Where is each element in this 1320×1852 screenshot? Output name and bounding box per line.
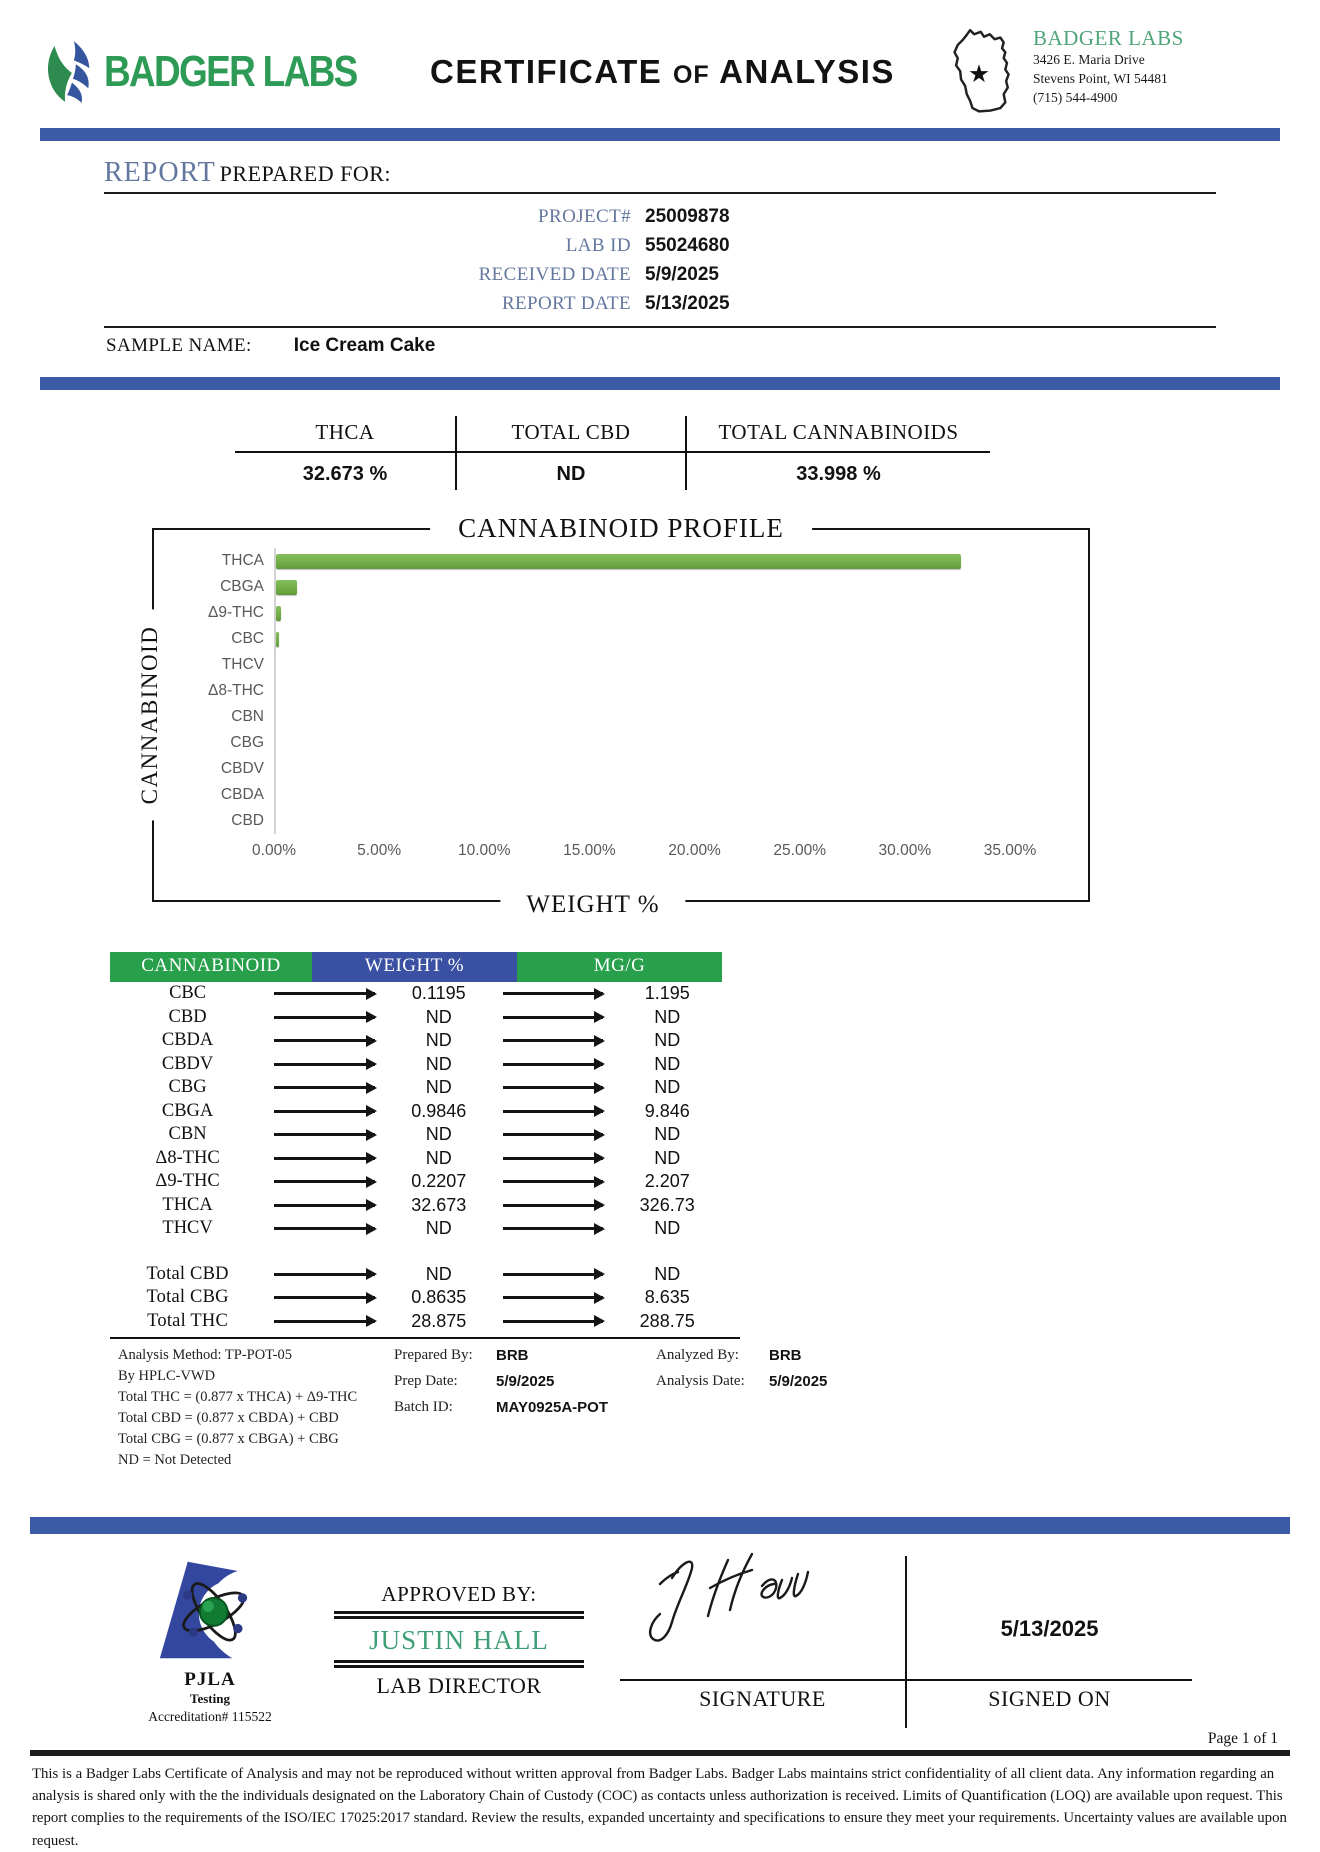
badger-labs-logo (42, 39, 392, 105)
footer-rule (30, 1750, 1290, 1756)
table-row (110, 982, 722, 1006)
footnote-field (656, 1371, 827, 1393)
chart-x-axis-label: WEIGHT % (500, 891, 685, 919)
signature-block (620, 1554, 905, 1712)
chart-category-label: Δ9-THC (208, 604, 264, 621)
arrow-right-icon (503, 1157, 604, 1160)
chart-bar-area (274, 600, 1010, 626)
arrow-right-icon (503, 1180, 604, 1183)
results-table-totals (110, 1263, 722, 1334)
cannabinoid-profile-chart (137, 513, 1090, 918)
chart-bar-area (274, 652, 1010, 678)
arrow-right-icon (503, 1039, 604, 1042)
divider-bar-middle (40, 377, 1280, 390)
report-field-row (104, 202, 1216, 231)
chart-bar (276, 632, 279, 647)
table-row-mgg: ND (654, 1124, 681, 1145)
table-row (110, 1194, 722, 1218)
table-row (110, 1286, 722, 1310)
summary-column-label: TOTAL CBD (457, 416, 685, 453)
summary-column (455, 416, 685, 490)
summary-column (685, 416, 990, 490)
leaf-logo-icon (42, 39, 96, 105)
lab-address-text (1033, 26, 1184, 108)
chart-bar-row (182, 808, 1010, 834)
arrow-right-icon (503, 1273, 604, 1276)
footnote-field-label: Prep Date: (394, 1372, 458, 1389)
footnote-field (656, 1345, 827, 1367)
footnote-field (394, 1397, 656, 1419)
chart-plot-area (182, 548, 1037, 859)
table-row-mgg: ND (654, 1218, 681, 1239)
arrow-right-icon (274, 1086, 375, 1089)
footnotes-middle (394, 1345, 656, 1471)
table-row-mgg: 2.207 (644, 1171, 690, 1192)
lab-address-block (943, 26, 1278, 118)
table-row-name: CBGA (161, 1100, 214, 1121)
results-table-header (110, 952, 722, 982)
footnote-line: Total THC = (0.877 x THCA) + Δ9-THC (118, 1389, 358, 1406)
report-field-row (104, 289, 1216, 318)
footnote-field-value: BRB (496, 1347, 529, 1364)
summary-column-label: THCA (235, 416, 455, 453)
chart-tick-label: 20.00% (668, 842, 721, 859)
chart-category-label: CBG (230, 734, 264, 751)
summary-column-label: TOTAL CANNABINOIDS (687, 416, 990, 453)
table-row (110, 1006, 722, 1030)
chart-bar-row (182, 730, 1010, 756)
table-row-mgg: 1.195 (644, 983, 690, 1004)
chart-bar-area (274, 704, 1010, 730)
footnote-field-label: Analyzed By: (656, 1347, 739, 1363)
table-row (110, 1053, 722, 1077)
chart-bar-area (274, 756, 1010, 782)
report-field-value: 55024680 (645, 235, 730, 256)
pjla-accreditation-block (130, 1558, 290, 1725)
table-row-name: Total CBG (146, 1287, 229, 1308)
arrow-right-icon (274, 1180, 375, 1183)
table-row-mgg: ND (654, 1030, 681, 1051)
arrow-right-icon (274, 1039, 375, 1042)
arrow-right-icon (503, 1110, 604, 1113)
report-field-label: REPORT DATE (501, 293, 631, 314)
summary-table (235, 416, 990, 490)
report-fields (104, 202, 1216, 318)
arrow-right-icon (503, 1227, 604, 1230)
table-row-mgg: 9.846 (644, 1100, 690, 1121)
address-line2: Stevens Point, WI 54481 (1033, 70, 1168, 86)
table-row-weight: ND (425, 1263, 452, 1284)
table-row-mgg: ND (654, 1006, 681, 1027)
arrow-right-icon (274, 992, 375, 995)
footnote-line: Analysis Method: TP-POT-05 (118, 1347, 293, 1363)
footnotes-right (656, 1345, 827, 1471)
signature-icon (620, 1542, 860, 1650)
table-row-weight: ND (425, 1218, 452, 1239)
arrow-right-icon (503, 1016, 604, 1019)
accreditation-number: Accreditation# 115522 (148, 1709, 272, 1725)
summary-column-value: 32.673 % (302, 463, 388, 485)
footnote-field-label: Analysis Date: (656, 1372, 745, 1389)
table-row (110, 1100, 722, 1124)
results-table-endline (110, 1337, 740, 1339)
arrow-right-icon (274, 1227, 375, 1230)
footnotes-section (118, 1345, 1320, 1471)
footnote-field-value: BRB (769, 1347, 802, 1364)
chart-bar-area (274, 548, 1010, 574)
arrow-right-icon (274, 1296, 375, 1299)
report-field-row (104, 260, 1216, 289)
pjla-name: PJLA (184, 1669, 236, 1691)
report-heading-accent: REPORT (104, 157, 216, 188)
table-row-weight: ND (425, 1147, 452, 1168)
table-row-name: CBN (168, 1124, 207, 1145)
svg-text:★: ★ (968, 60, 991, 88)
header-mgg: MG/G (517, 952, 722, 982)
table-row (110, 1263, 722, 1287)
title-part2: ANALYSIS (719, 53, 895, 90)
chart-bar-row (182, 548, 1010, 574)
chart-category-label: CBDV (220, 760, 264, 777)
arrow-right-icon (274, 1157, 375, 1160)
wisconsin-map-icon (943, 26, 1025, 118)
summary-column-value: 33.998 % (796, 463, 881, 485)
summary-column (235, 416, 455, 490)
table-row-name: CBDV (161, 1053, 214, 1074)
table-row-weight: ND (425, 1053, 452, 1074)
footnote-field (394, 1371, 656, 1393)
arrow-right-icon (274, 1204, 375, 1207)
chart-tick-label: 10.00% (457, 842, 511, 859)
title-of: OF (672, 61, 710, 89)
signed-date: 5/13/2025 (1000, 1616, 1099, 1642)
chart-bar-row (182, 652, 1010, 678)
report-field-value: 5/13/2025 (645, 293, 730, 314)
report-heading-rest: PREPARED FOR: (219, 161, 392, 186)
table-row-weight: ND (425, 1124, 452, 1145)
arrow-right-icon (503, 1320, 604, 1323)
table-row-weight: 0.2207 (411, 1171, 467, 1192)
report-info-section (104, 157, 1216, 359)
summary-column-value: ND (556, 463, 586, 485)
arrow-right-icon (503, 1296, 604, 1299)
footnote-field-label: Prepared By: (394, 1347, 473, 1363)
table-row (110, 1310, 722, 1334)
report-field-value: 25009878 (645, 206, 730, 227)
footnote-field (394, 1345, 656, 1367)
table-row-name: Total THC (147, 1310, 228, 1331)
address-line1: 3426 E. Maria Drive (1033, 52, 1145, 67)
chart-tick-label: 15.00% (563, 842, 616, 859)
chart-bar (276, 554, 961, 569)
table-row-weight: ND (425, 1077, 452, 1098)
chart-ticks-row (182, 842, 1037, 862)
table-row-name: CBD (168, 1006, 207, 1027)
chart-bar-area (274, 574, 1010, 600)
table-row-weight: 0.9846 (411, 1100, 467, 1121)
sample-name-value: Ice Cream Cake (293, 335, 436, 356)
table-row-mgg: ND (654, 1147, 681, 1168)
signature-label: SIGNATURE (620, 1679, 905, 1712)
report-field-label: PROJECT# (538, 206, 631, 227)
chart-tick-label: 30.00% (878, 842, 932, 859)
approved-divider-bottom (334, 1660, 584, 1668)
chart-bar-area (274, 626, 1010, 652)
table-row-mgg: 288.75 (639, 1310, 695, 1331)
sample-name-row (104, 328, 1216, 359)
pjla-sub: Testing (190, 1691, 230, 1707)
signed-on-label: SIGNED ON (907, 1679, 1192, 1712)
arrow-right-icon (274, 1016, 375, 1019)
table-row-name: THCA (162, 1194, 213, 1215)
table-row-mgg: ND (654, 1077, 681, 1098)
table-row-weight: 0.8635 (411, 1287, 467, 1308)
table-row (110, 1170, 722, 1194)
arrow-right-icon (274, 1320, 375, 1323)
arrow-right-icon (503, 1133, 604, 1136)
chart-bar (276, 580, 297, 595)
chart-bar-row (182, 678, 1010, 704)
chart-tick-label: 25.00% (773, 842, 826, 859)
footer-disclaimer: This is a Badger Labs Certificate of Analysis and may not be reproduced without written approval from Badger Labs. Badger Labs maintains strict confidentiality of all client data. Any information regarding an analysis is shared only with the the individuals designated on the Laboratory Chain of Custody (COC) as contacts unless authorization is received. Limits of Quantification (LOQ) are available upon request. This report complies to the requirements of the ISO/IEC 17025:2017 standard. Review the results, expanded uncertainty and specifications to ensure they meet your requirements. Uncertainty values are available upon request. (32, 1766, 1287, 1849)
arrow-right-icon (274, 1110, 375, 1113)
chart-category-label: CBC (231, 630, 264, 647)
chart-bar-row (182, 626, 1010, 652)
chart-category-label: CBD (231, 812, 264, 829)
signed-on-block (907, 1554, 1192, 1712)
table-row-mgg: ND (654, 1053, 681, 1074)
chart-title: CANNABINOID PROFILE (430, 513, 812, 544)
chart-bar (276, 606, 281, 621)
header-cannabinoid: CANNABINOID (110, 952, 312, 982)
arrow-right-icon (503, 992, 604, 995)
chart-y-axis-label: CANNABINOID (137, 610, 163, 821)
chart-category-label: CBN (231, 708, 264, 725)
table-row-name: CBC (169, 983, 207, 1004)
sample-name-label: SAMPLE NAME: (106, 335, 252, 356)
footnote-line: ND = Not Detected (118, 1452, 232, 1469)
footnote-field-value: 5/9/2025 (496, 1372, 555, 1390)
phone: (715) 544-4900 (1033, 89, 1118, 105)
chart-category-label: Δ8-THC (208, 682, 264, 699)
table-row (110, 1029, 722, 1053)
pjla-logo-icon (151, 1558, 269, 1662)
arrow-right-icon (274, 1273, 375, 1276)
report-field-label: RECEIVED DATE (478, 264, 631, 285)
chart-tick-label: 5.00% (357, 842, 402, 859)
chart-bar-area (274, 782, 1010, 808)
arrow-right-icon (274, 1063, 375, 1066)
divider-bar-bottom (30, 1517, 1290, 1534)
chart-bar-row (182, 574, 1010, 600)
arrow-right-icon (503, 1063, 604, 1066)
arrow-right-icon (503, 1204, 604, 1207)
footnote-line: Total CBD = (0.877 x CBDA) + CBD (118, 1410, 339, 1427)
footnotes-left (118, 1345, 394, 1471)
header-weight: WEIGHT % (312, 952, 517, 982)
chart-bar-row (182, 782, 1010, 808)
table-row-name: THCV (162, 1218, 213, 1239)
report-heading (104, 157, 1216, 194)
chart-bar-row (182, 704, 1010, 730)
approved-by-block (334, 1582, 584, 1699)
report-field-label: LAB ID (565, 235, 631, 256)
table-row (110, 1123, 722, 1147)
table-row-mgg: ND (654, 1263, 681, 1284)
chart-bar-row (182, 756, 1010, 782)
results-table-rows (110, 982, 722, 1241)
table-row-weight: ND (425, 1030, 452, 1051)
chart-tick-label: 0.00% (252, 842, 296, 859)
chart-bar-area (274, 730, 1010, 756)
table-row (110, 1217, 722, 1241)
chart-bar-row (182, 600, 1010, 626)
approver-name: JUSTIN HALL (369, 1625, 549, 1656)
table-row-mgg: 326.73 (639, 1194, 695, 1215)
table-row-weight: 0.1195 (411, 983, 466, 1004)
chart-category-label: CBDA (220, 786, 264, 803)
table-row-mgg: 8.635 (644, 1287, 690, 1308)
approver-title: LAB DIRECTOR (376, 1673, 542, 1699)
chart-bar-area (274, 678, 1010, 704)
page-title (392, 53, 943, 91)
approved-divider-top (334, 1611, 584, 1619)
page-number: Page 1 of 1 (1207, 1730, 1278, 1748)
arrow-right-icon (274, 1133, 375, 1136)
table-row-weight: 28.875 (411, 1310, 467, 1331)
table-row-name: CBDA (161, 1030, 214, 1051)
chart-rows (182, 548, 1010, 834)
arrow-right-icon (503, 1086, 604, 1089)
table-row (110, 1147, 722, 1171)
chart-category-label: THCA (221, 552, 264, 569)
report-field-row (104, 231, 1216, 260)
chart-bar-area (274, 808, 1010, 834)
chart-category-label: THCV (221, 656, 264, 673)
footnote-field-label: Batch ID: (394, 1398, 453, 1415)
divider-bar-top (40, 128, 1280, 141)
page-header (0, 0, 1320, 128)
approval-section (130, 1554, 1250, 1728)
table-row-name: CBG (168, 1077, 207, 1098)
table-row-name: Δ8-THC (155, 1147, 220, 1168)
table-row-weight: ND (425, 1006, 452, 1027)
report-field-value: 5/9/2025 (645, 264, 719, 285)
footnote-line: Total CBG = (0.877 x CBGA) + CBG (118, 1431, 339, 1448)
table-row-name: Total CBD (146, 1263, 229, 1284)
footnote-field-value: MAY0925A-POT (496, 1398, 608, 1416)
footnote-line: By HPLC-VWD (118, 1368, 216, 1385)
approved-by-label: APPROVED BY: (381, 1582, 537, 1607)
table-row (110, 1076, 722, 1100)
chart-ticks-area (252, 842, 1037, 862)
logo-wordmark: BADGER LABS (104, 47, 357, 96)
results-table (110, 952, 722, 1333)
footnote-field-value: 5/9/2025 (769, 1372, 828, 1390)
lab-name: BADGER LABS (1033, 26, 1184, 50)
table-row-weight: 32.673 (411, 1194, 467, 1215)
chart-tick-label: 35.00% (983, 842, 1037, 859)
title-part1: CERTIFICATE (430, 53, 663, 90)
chart-category-label: CBGA (220, 578, 264, 595)
table-row-name: Δ9-THC (155, 1171, 220, 1192)
